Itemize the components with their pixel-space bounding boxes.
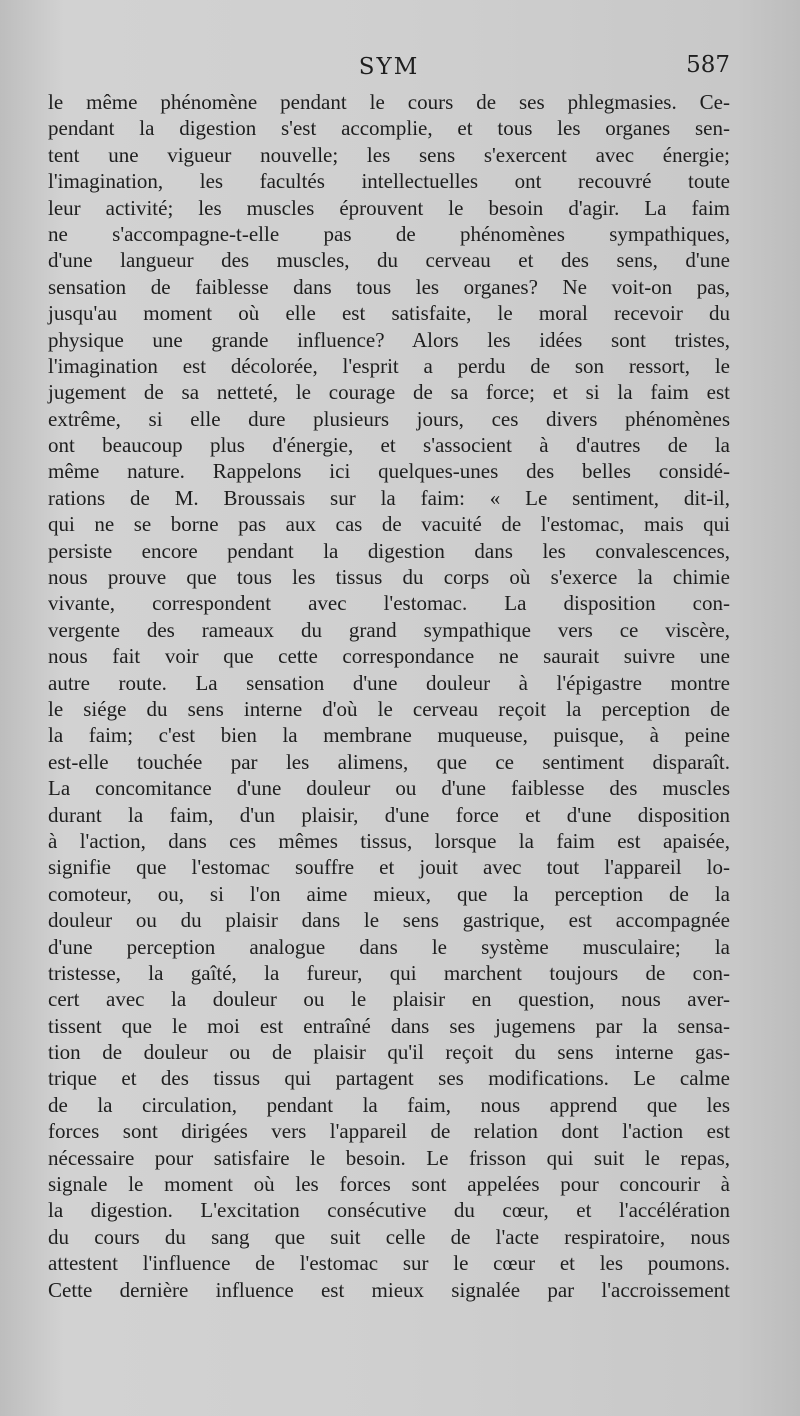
text-line: pendant la digestion s'est accomplie, et tous les organes sen- bbox=[48, 116, 730, 141]
text-line: nous prouve que tous les tissus du corps où s'exerce la chimie bbox=[48, 565, 730, 590]
text-line: leur activité; les muscles éprouvent le besoin d'agir. La faim bbox=[48, 195, 730, 220]
text-line: jusqu'au moment où elle est satisfaite, le moral recevoir du bbox=[48, 301, 730, 326]
text-line: La concomitance d'une douleur ou d'une faiblesse des muscles bbox=[48, 776, 730, 801]
text-line: physique une grande influence? Alors les idées sont tristes, bbox=[48, 327, 730, 352]
text-line: à l'action, dans ces mêmes tissus, lorsque la faim est apaisée, bbox=[48, 828, 730, 853]
text-line: vergente des rameaux du grand sympathique vers ce viscère, bbox=[48, 617, 730, 642]
running-head: SYM bbox=[358, 54, 420, 80]
page-header bbox=[48, 52, 730, 86]
text-line: l'imagination est décolorée, l'esprit a perdu de son ressort, le bbox=[48, 353, 730, 378]
text-line: l'imagination, les facultés intellectuelles ont recouvré toute bbox=[48, 169, 730, 194]
text-line: extrême, si elle dure plusieurs jours, ces divers phénomènes bbox=[48, 406, 730, 431]
text-line: est-elle touchée par les alimens, que ce sentiment disparaît. bbox=[48, 749, 730, 774]
text-line: sensation de faiblesse dans tous les organes? Ne voit-on pas, bbox=[48, 274, 730, 299]
text-line: Cette dernière influence est mieux signalée par l'accroissement bbox=[48, 1277, 730, 1302]
text-line: jugement de sa netteté, le courage de sa force; et si la faim est bbox=[48, 380, 730, 405]
text-line: tion de douleur ou de plaisir qu'il reçoit du sens interne gas- bbox=[48, 1040, 730, 1065]
body-text bbox=[48, 89, 730, 1303]
text-line: ont beaucoup plus d'énergie, et s'associent à d'autres de la bbox=[48, 433, 730, 458]
text-line: cert avec la douleur ou le plaisir en question, nous aver- bbox=[48, 987, 730, 1012]
text-line: forces sont dirigées vers l'appareil de relation dont l'action est bbox=[48, 1119, 730, 1144]
text-line: persiste encore pendant la digestion dans les convalescences, bbox=[48, 538, 730, 563]
text-line: douleur ou du plaisir dans le sens gastrique, est accompagnée bbox=[48, 908, 730, 933]
text-line: de la circulation, pendant la faim, nous apprend que les bbox=[48, 1092, 730, 1117]
text-line: signale le moment où les forces sont appelées pour concourir à bbox=[48, 1172, 730, 1197]
text-line: du cours du sang que suit celle de l'acte respiratoire, nous bbox=[48, 1224, 730, 1249]
text-line: signifie que l'estomac souffre et jouit avec tout l'appareil lo- bbox=[48, 855, 730, 880]
text-line: la faim; c'est bien la membrane muqueuse, puisque, à peine bbox=[48, 723, 730, 748]
text-line: le même phénomène pendant le cours de ses phlegmasies. Ce- bbox=[48, 90, 730, 114]
text-line: attestent l'influence de l'estomac sur le cœur et les poumons. bbox=[48, 1251, 730, 1276]
text-line: tent une vigueur nouvelle; les sens s'exercent avec énergie; bbox=[48, 142, 730, 167]
text-line: vivante, correspondent avec l'estomac. La disposition con- bbox=[48, 591, 730, 616]
text-line: autre route. La sensation d'une douleur à l'épigastre montre bbox=[48, 670, 730, 695]
text-line: tristesse, la gaîté, la fureur, qui marchent toujours de con- bbox=[48, 960, 730, 985]
text-line: ne s'accompagne-t-elle pas de phénomènes sympathiques, bbox=[48, 221, 730, 246]
text-line: rations de M. Broussais sur la faim: « Le sentiment, dit-il, bbox=[48, 485, 730, 510]
page-number: 587 bbox=[686, 52, 730, 78]
text-line: trique et des tissus qui partagent ses modifications. Le calme bbox=[48, 1066, 730, 1091]
text-line: d'une perception analogue dans le système musculaire; la bbox=[48, 934, 730, 959]
text-line: tissent que le moi est entraîné dans ses jugemens par la sensa- bbox=[48, 1013, 730, 1038]
text-line: même nature. Rappelons ici quelques-unes des belles considé- bbox=[48, 459, 730, 484]
text-line: durant la faim, d'un plaisir, d'une force et d'une disposition bbox=[48, 802, 730, 827]
text-line: nous fait voir que cette correspondance ne saurait suivre une bbox=[48, 644, 730, 669]
text-line: comoteur, ou, si l'on aime mieux, que la perception de la bbox=[48, 881, 730, 906]
text-line: la digestion. L'excitation consécutive du cœur, et l'accélération bbox=[48, 1198, 730, 1223]
text-line: le siége du sens interne d'où le cerveau reçoit la perception de bbox=[48, 696, 730, 721]
text-line: d'une langueur des muscles, du cerveau et des sens, d'une bbox=[48, 248, 730, 273]
text-line: qui ne se borne pas aux cas de vacuité de l'estomac, mais qui bbox=[48, 512, 730, 537]
text-line: nécessaire pour satisfaire le besoin. Le frisson qui suit le repas, bbox=[48, 1145, 730, 1170]
